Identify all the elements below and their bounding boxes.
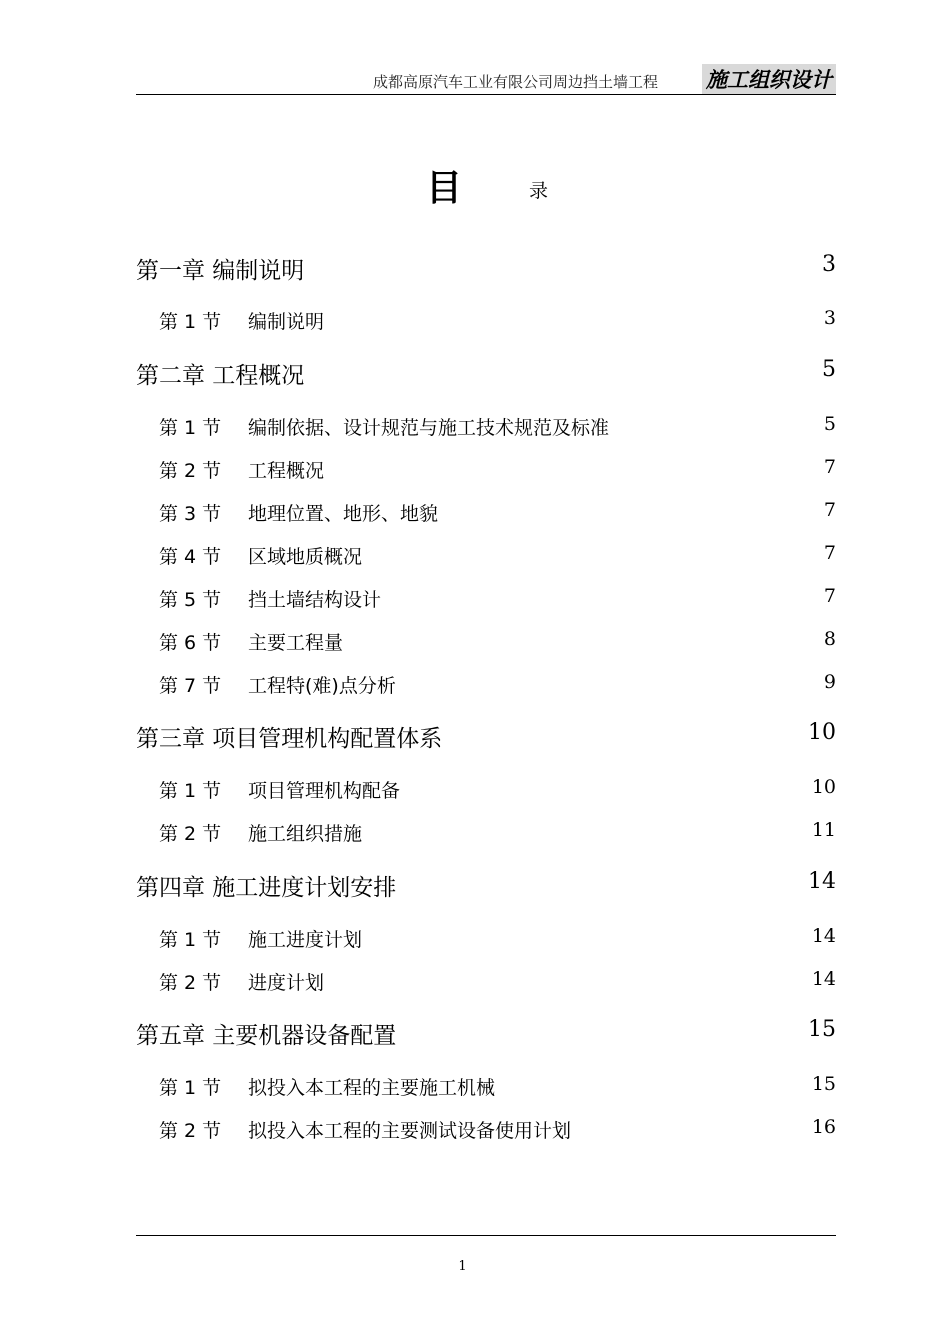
- toc-title-main: 目: [426, 168, 463, 209]
- toc-page-number: 15: [811, 1073, 836, 1095]
- toc-page-number: 7: [823, 456, 836, 478]
- toc-page-number: 14: [811, 968, 836, 990]
- toc-page-number: 9: [823, 671, 836, 693]
- toc-section-number: 第 2 节: [159, 823, 222, 845]
- toc-page-number: 10: [811, 776, 836, 798]
- toc-section-2-6[interactable]: [136, 628, 836, 662]
- toc-section-3-2[interactable]: [136, 819, 836, 853]
- toc-chapter-4[interactable]: [136, 869, 836, 903]
- toc-section-5-2[interactable]: [136, 1116, 836, 1150]
- toc-section-title: 进度计划: [248, 972, 325, 994]
- toc-chapter-title: 第二章 工程概况: [136, 363, 305, 389]
- toc-section-number: 第 2 节: [159, 972, 222, 994]
- toc-section-4-1[interactable]: [136, 925, 836, 959]
- toc-section-1-1[interactable]: [136, 307, 836, 341]
- toc-section-4-2[interactable]: [136, 968, 836, 1002]
- toc-section-title: 项目管理机构配备: [248, 780, 401, 802]
- page-number: 1: [458, 1259, 467, 1274]
- toc-section-number: 第 7 节: [159, 675, 222, 697]
- toc-section-title: 区域地质概况: [248, 546, 363, 568]
- toc-page-number: 3: [822, 252, 836, 277]
- toc-section-title: 主要工程量: [248, 632, 344, 654]
- toc-section-title: 挡土墙结构设计: [248, 589, 382, 611]
- toc-page-number: 5: [823, 413, 836, 435]
- toc-chapter-1[interactable]: [136, 252, 836, 286]
- toc-chapter-title: 第四章 施工进度计划安排: [136, 875, 397, 901]
- toc-chapter-5[interactable]: [136, 1017, 836, 1051]
- toc-section-number: 第 6 节: [159, 632, 222, 654]
- toc-section-title: 编制依据、设计规范与施工技术规范及标准: [248, 417, 610, 439]
- toc-section-title: 拟投入本工程的主要施工机械: [248, 1077, 496, 1099]
- toc-section-2-3[interactable]: [136, 499, 836, 533]
- toc-page-number: 15: [808, 1017, 836, 1042]
- header-document-title: 施工组织设计: [702, 64, 836, 94]
- table-of-contents: [136, 0, 836, 1200]
- toc-section-number: 第 5 节: [159, 589, 222, 611]
- toc-section-number: 第 4 节: [159, 546, 222, 568]
- toc-section-number: 第 3 节: [159, 503, 222, 525]
- toc-section-number: 第 1 节: [159, 780, 222, 802]
- toc-chapter-title: 第一章 编制说明: [136, 258, 305, 284]
- toc-page-number: 7: [823, 499, 836, 521]
- toc-section-2-1[interactable]: [136, 413, 836, 447]
- footer-divider: [136, 1235, 836, 1236]
- toc-page-number: 14: [808, 869, 836, 894]
- toc-section-2-2[interactable]: [136, 456, 836, 490]
- toc-section-number: 第 1 节: [159, 929, 222, 951]
- toc-section-2-5[interactable]: [136, 585, 836, 619]
- toc-chapter-title: 第五章 主要机器设备配置: [136, 1023, 397, 1049]
- toc-section-number: 第 1 节: [159, 311, 222, 333]
- toc-section-number: 第 2 节: [159, 1120, 222, 1142]
- toc-page-number: 14: [811, 925, 836, 947]
- toc-section-title: 工程特(难)点分析: [248, 675, 396, 697]
- toc-chapter-3[interactable]: [136, 720, 836, 754]
- toc-page-number: 5: [822, 357, 836, 382]
- toc-chapter-title: 第三章 项目管理机构配置体系: [136, 726, 443, 752]
- toc-page-number: 10: [808, 720, 836, 745]
- toc-page-number: 3: [823, 307, 836, 329]
- toc-page-number: 7: [823, 585, 836, 607]
- toc-section-title: 地理位置、地形、地貌: [248, 503, 439, 525]
- toc-chapter-2[interactable]: [136, 357, 836, 391]
- toc-section-2-7[interactable]: [136, 671, 836, 705]
- toc-section-3-1[interactable]: [136, 776, 836, 810]
- toc-page-number: 8: [823, 628, 836, 650]
- header-project-name: 成都高原汽车工业有限公司周边挡土墙工程: [372, 73, 658, 91]
- toc-page-number: 11: [811, 819, 836, 841]
- toc-section-number: 第 1 节: [159, 417, 222, 439]
- toc-section-title: 编制说明: [248, 311, 325, 333]
- toc-page-number: 7: [823, 542, 836, 564]
- toc-section-title: 施工进度计划: [248, 929, 363, 951]
- toc-section-number: 第 2 节: [159, 460, 222, 482]
- toc-title-secondary: 录: [529, 180, 549, 202]
- toc-page-number: 16: [811, 1116, 836, 1138]
- toc-section-title: 工程概况: [248, 460, 325, 482]
- toc-section-number: 第 1 节: [159, 1077, 222, 1099]
- toc-section-title: 拟投入本工程的主要测试设备使用计划: [248, 1120, 572, 1142]
- toc-section-2-4[interactable]: [136, 542, 836, 576]
- toc-section-5-1[interactable]: [136, 1073, 836, 1107]
- toc-section-title: 施工组织措施: [248, 823, 363, 845]
